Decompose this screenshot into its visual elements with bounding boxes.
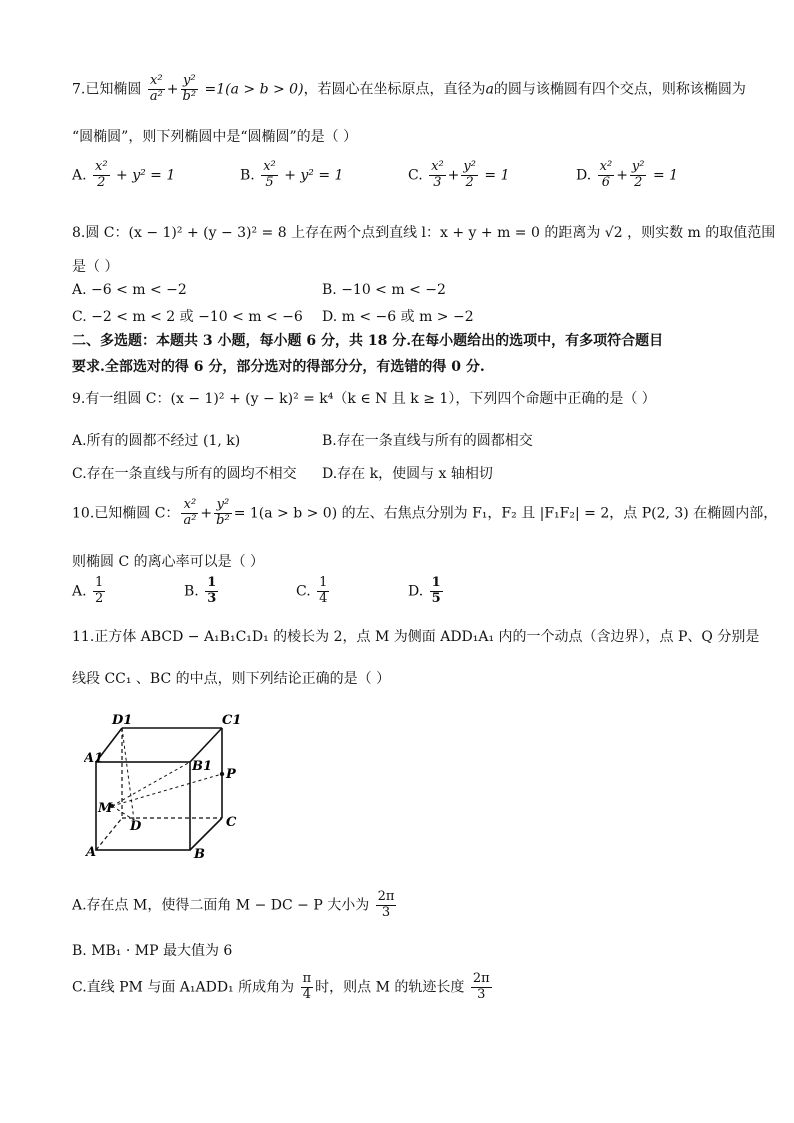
label-p: P: [226, 767, 236, 782]
label-b1: B1: [192, 759, 213, 774]
q10-line2: 则椭圆 C 的离心率可以是（ ）: [72, 554, 265, 570]
q7-condition: =1(a > b > 0): [204, 81, 304, 98]
q9-line1: 9.有一组圆 C：(x − 1)² + (y − k)² = k⁴（k ∈ N 且 k ≥ 1），下列四个命题中正确的是（ ）: [72, 391, 656, 407]
q11-line1: 11.正方体 ABCD − A₁B₁C₁D₁ 的棱长为 2，点 M 为侧面 ADD₁A₁ 内的一个动点（含边界），点 P、Q 分别是: [72, 629, 760, 645]
label-d1: D1: [112, 713, 133, 728]
q8-line2: 是（ ）: [72, 259, 119, 275]
q9-option-d: D.存在 k，使圆与 x 轴相切: [322, 466, 493, 482]
section2-line2: 要求.全部选对的得 6 分，部分选对的得部分分，有选错的得 0 分.: [72, 359, 485, 375]
q7-option-c: C. $\frac{\text{x²}}{3}$ + $\frac{\text{y²}}{2}$ = 1: [408, 159, 510, 190]
q7-option-b: B. $\frac{\text{x²}}{5}$ + y² = 1: [240, 159, 344, 190]
q10-option-a: A. $\frac{1}{2}$: [72, 575, 104, 606]
q7-frac-x: $\frac{\text{x²}}{\text{a²}}$: [149, 73, 163, 104]
q11-option-c: C.直线 PM 与面 A₁ADD₁ 所成角为 $\frac{\pi}{4}$ 时，则点 M 的轨迹长度 $\frac{2\pi}{3}$: [72, 971, 490, 1002]
q9-option-a: A.所有的圆都不经过 (1, k): [72, 433, 241, 449]
q8-option-b: B. −10 < m < −2: [322, 282, 446, 298]
label-c: C: [226, 815, 237, 830]
label-a1: A1: [84, 751, 104, 766]
q10-prefix: 10.已知椭圆 C：: [72, 505, 180, 522]
q7-option-a: A. $\frac{\text{x²}}{2}$ + y² = 1: [72, 159, 176, 190]
q10-option-b: B. $\frac{1}{3}$: [184, 575, 217, 606]
q9-option-c: C.存在一条直线与所有的圆均不相交: [72, 466, 297, 482]
q7-var-a: a: [485, 81, 494, 98]
q8-option-d: D. m < −6 或 m > −2: [322, 309, 474, 325]
label-a: A: [86, 845, 97, 860]
q7-frac-y: $\frac{\text{y²}}{\text{b²}}$: [182, 73, 197, 104]
q10-option-d: D. $\frac{1}{5}$: [408, 575, 441, 606]
q10-tail: = 1(a > b > 0) 的左、右焦点分别为 F₁，F₂ 且 |F₁F₂| = 2，点 P(2, 3) 在椭圆内部，: [233, 505, 778, 522]
q11-option-b: B. MB₁ · MP 最大值为 6: [72, 943, 233, 959]
q7-line2: “圆椭圆”，则下列椭圆中是“圆椭圆”的是（ ）: [72, 129, 358, 145]
q10-line1: 10.已知椭圆 C： $\frac{\text{x²}}{\text{a²}}$ + $\frac{\text{y²}}{\text{b²}}$ = 1(a > b > 0) 的左、右焦点分别为 F₁，F₂ 且 |F₁F₂| = 2，点 P(2, 3) 在椭圆内部，: [72, 497, 778, 528]
label-c1: C1: [222, 713, 242, 728]
q7-prefix: 7.已知椭圆: [72, 81, 142, 98]
q8-line1: 8.圆 C：(x − 1)² + (y − 3)² = 8 上存在两个点到直线 l：x + y + m = 0 的距离为 √2 ，则实数 m 的取值范围: [72, 225, 776, 241]
cube-figure: [84, 710, 254, 860]
q7-tail: 的圆与该椭圆有四个交点，则称该椭圆为: [493, 81, 746, 98]
q7-option-d: D. $\frac{\text{x²}}{6}$ + $\frac{\text{y²}}{2}$ = 1: [576, 159, 679, 190]
q11-line2: 线段 CC₁ 、BC 的中点，则下列结论正确的是（ ）: [72, 671, 391, 687]
label-d: D: [130, 819, 142, 834]
q10-option-c: C. $\frac{1}{4}$: [296, 575, 328, 606]
q11-option-a: A.存在点 M，使得二面角 M − DC − P 大小为 $\frac{2\pi}{3}$: [72, 889, 395, 920]
q8-option-c: C. −2 < m < 2 或 −10 < m < −6: [72, 309, 303, 325]
label-b: B: [194, 847, 205, 860]
q9-option-b: B.存在一条直线与所有的圆都相交: [322, 433, 533, 449]
section2-line1: 二、多选题：本题共 3 小题，每小题 6 分，共 18 分.在每小题给出的选项中，有多项符合题目: [72, 333, 664, 349]
label-m: M: [98, 801, 113, 816]
q8-option-a: A. −6 < m < −2: [72, 282, 187, 298]
q7-mid: ，若圆心在坐标原点，直径为: [303, 81, 486, 98]
q7-line1: 7.已知椭圆 $\frac{\text{x²}}{\text{a²}}$ + $\frac{\text{y²}}{\text{b²}}$ =1(a > b > 0)，若圆心在坐标原点，直径为a的圆与该椭圆有四个交点，则称该椭圆为: [72, 73, 746, 104]
